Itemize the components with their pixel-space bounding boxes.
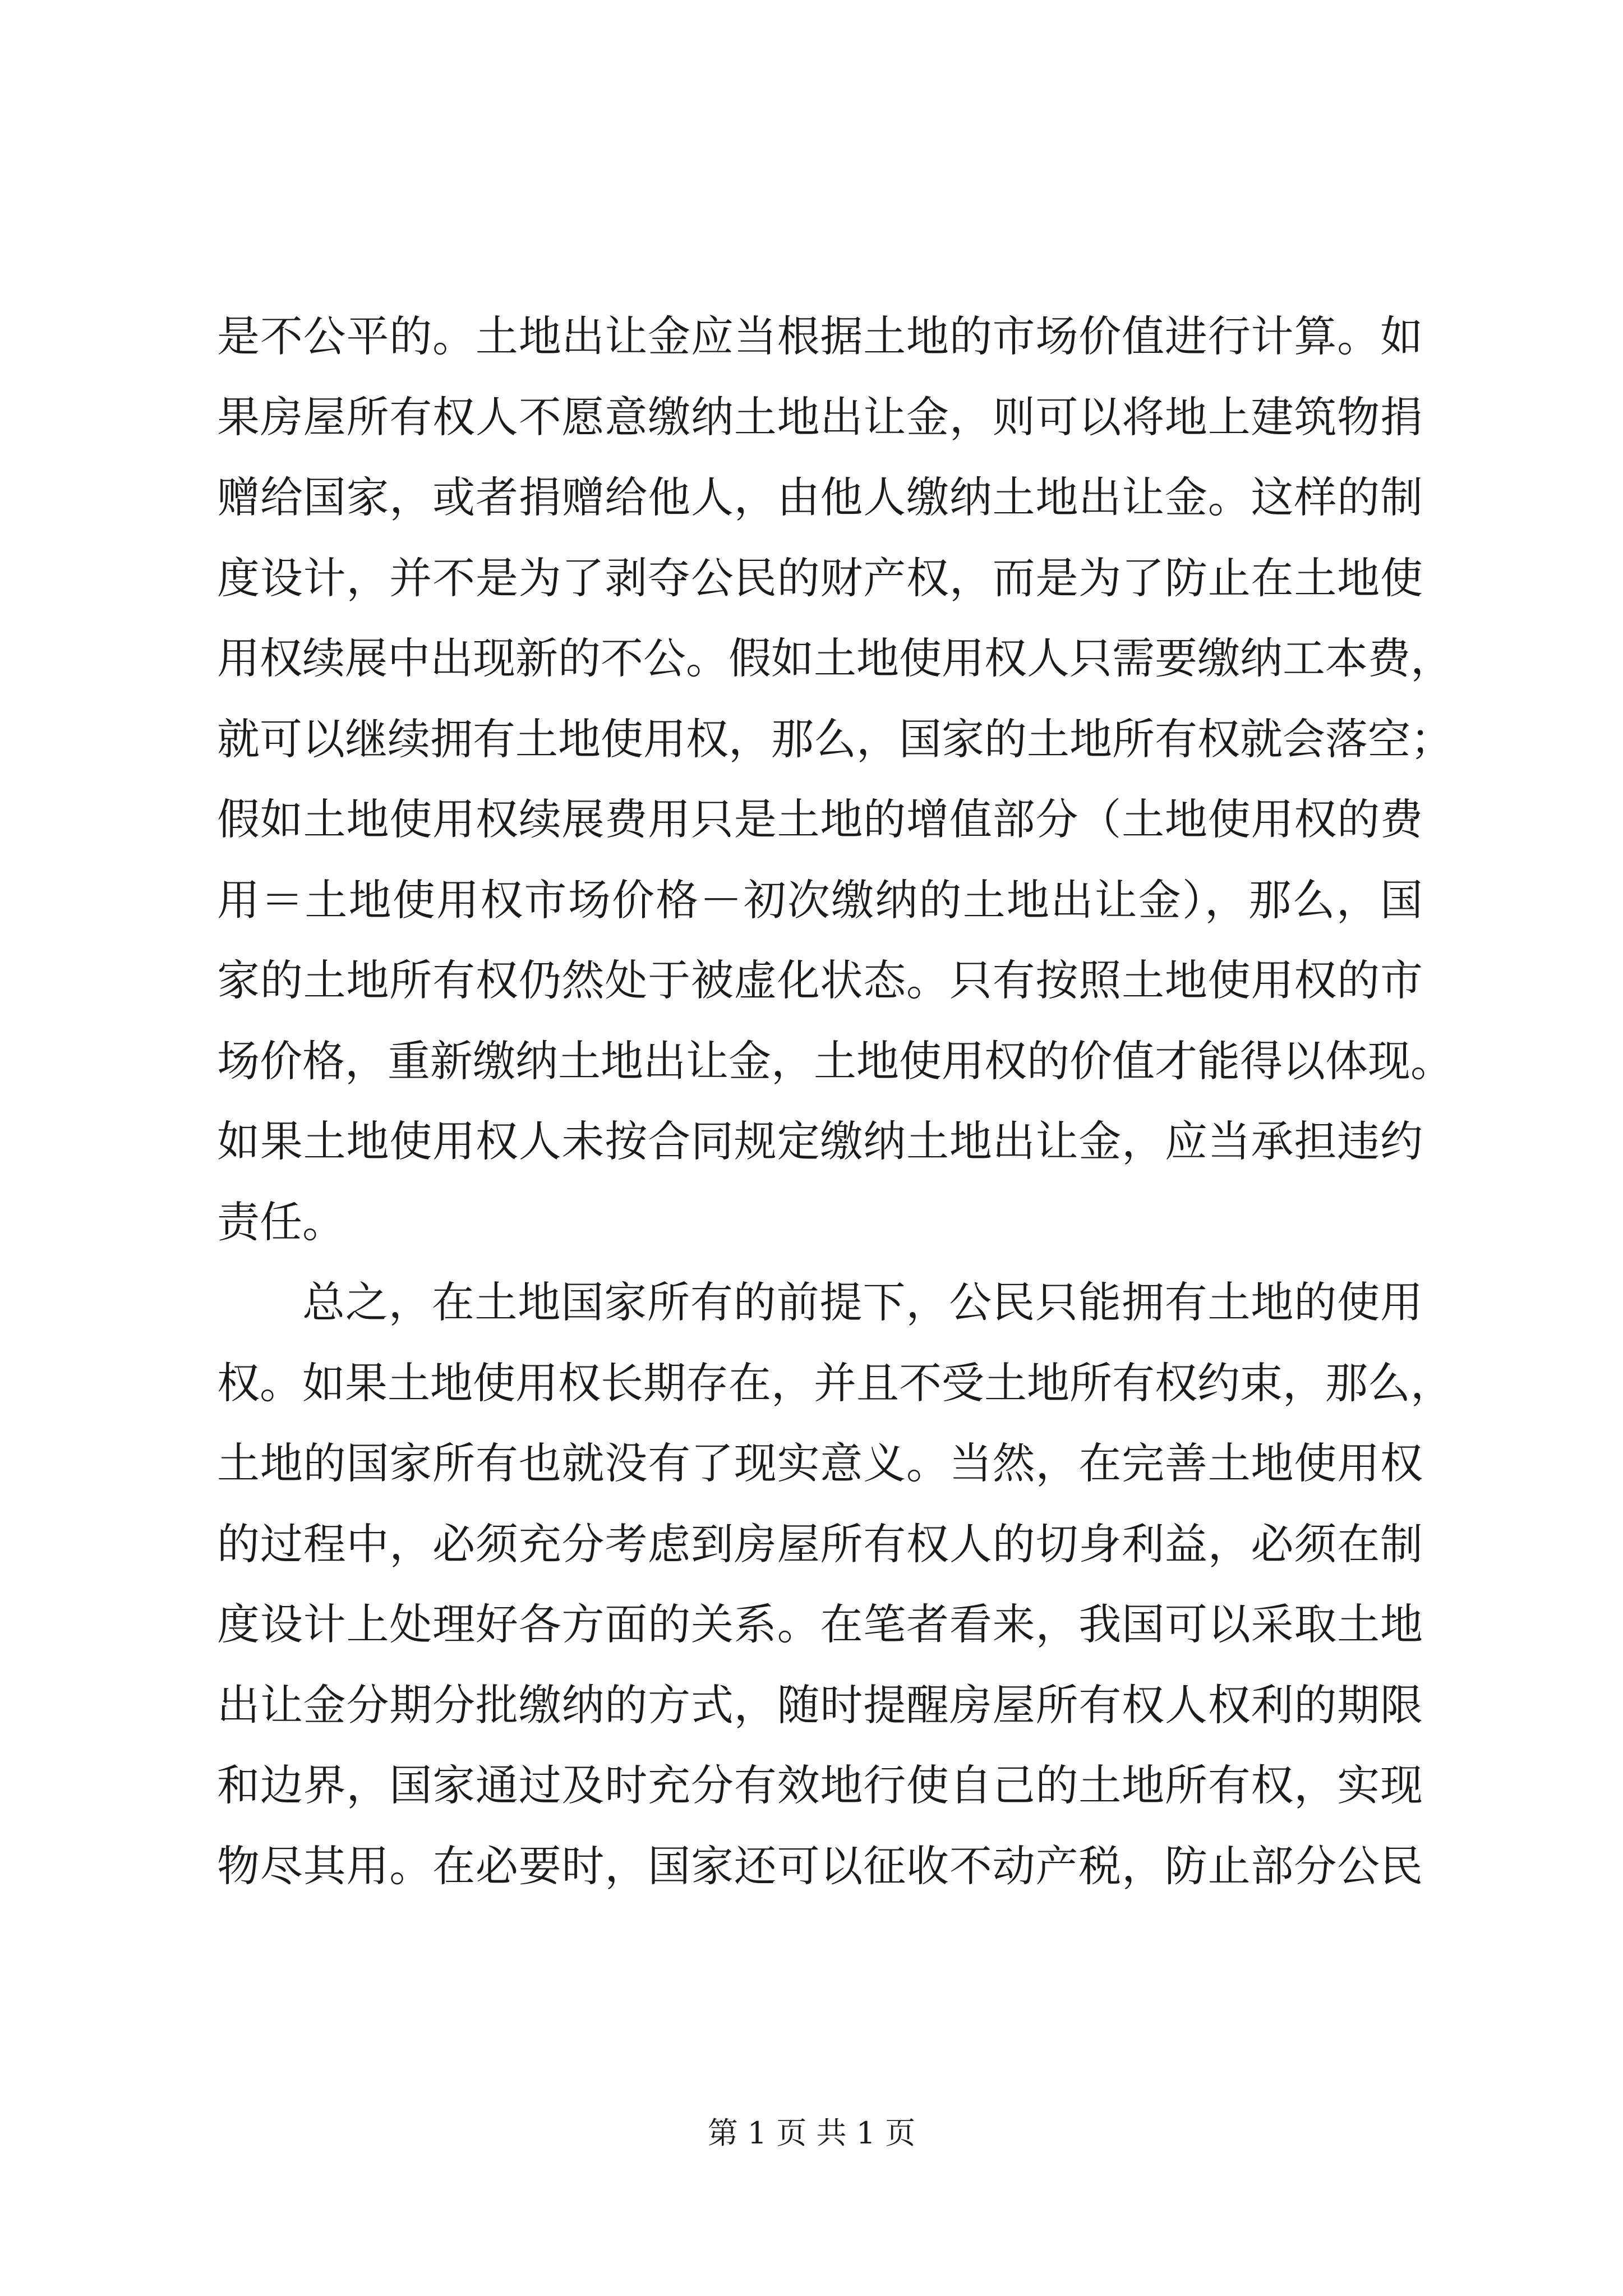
text-line: 度设计，并不是为了剥夺公民的财产权，而是为了防止在土地使 [217, 553, 1423, 603]
text-line: 用权续展中出现新的不公。假如土地使用权人只需要缴纳工本费， [217, 633, 1453, 683]
text-line: 权。如果土地使用权长期存在，并且不受土地所有权约束，那么， [217, 1358, 1453, 1408]
document-body [217, 296, 1453, 1906]
text-line: 果房屋所有权人不愿意缴纳土地出让金，则可以将地上建筑物捐 [217, 392, 1423, 442]
text-line: 场价格，重新缴纳土地出让金，土地使用权的价值才能得以体现。 [217, 1036, 1453, 1086]
text-line: 用＝土地使用权市场价格－初次缴纳的土地出让金），那么，国 [217, 875, 1423, 925]
text-line: 如果土地使用权人未按合同规定缴纳土地出让金，应当承担违约 [217, 1116, 1423, 1166]
text-line: 就可以继续拥有土地使用权，那么，国家的土地所有权就会落空； [217, 714, 1453, 764]
text-line: 物尽其用。在必要时，国家还可以征收不动产税，防止部分公民 [217, 1841, 1423, 1891]
text-line: 家的土地所有权仍然处于被虚化状态。只有按照土地使用权的市 [217, 955, 1423, 1005]
text-line: 责任。 [217, 1197, 345, 1247]
text-line: 是不公平的。土地出让金应当根据土地的市场价值进行计算。如 [217, 311, 1423, 361]
text-line: 赠给国家，或者捐赠给他人，由他人缴纳土地出让金。这样的制 [217, 472, 1423, 522]
text-line: 总之，在土地国家所有的前提下，公民只能拥有土地的使用 [302, 1277, 1423, 1327]
text-line: 土地的国家所有也就没有了现实意义。当然，在完善土地使用权 [217, 1438, 1423, 1488]
text-line: 假如土地使用权续展费用只是土地的增值部分（土地使用权的费 [217, 794, 1423, 844]
text-line: 度设计上处理好各方面的关系。在笔者看来，我国可以采取土地 [217, 1599, 1423, 1649]
text-line: 出让金分期分批缴纳的方式，随时提醒房屋所有权人权利的期限 [217, 1680, 1423, 1730]
text-line: 的过程中，必须充分考虑到房屋所有权人的切身利益，必须在制 [217, 1519, 1423, 1569]
page-footer: 第 1 页 共 1 页 [707, 2115, 916, 2151]
text-line: 和边界，国家通过及时充分有效地行使自己的土地所有权，实现 [217, 1760, 1423, 1810]
